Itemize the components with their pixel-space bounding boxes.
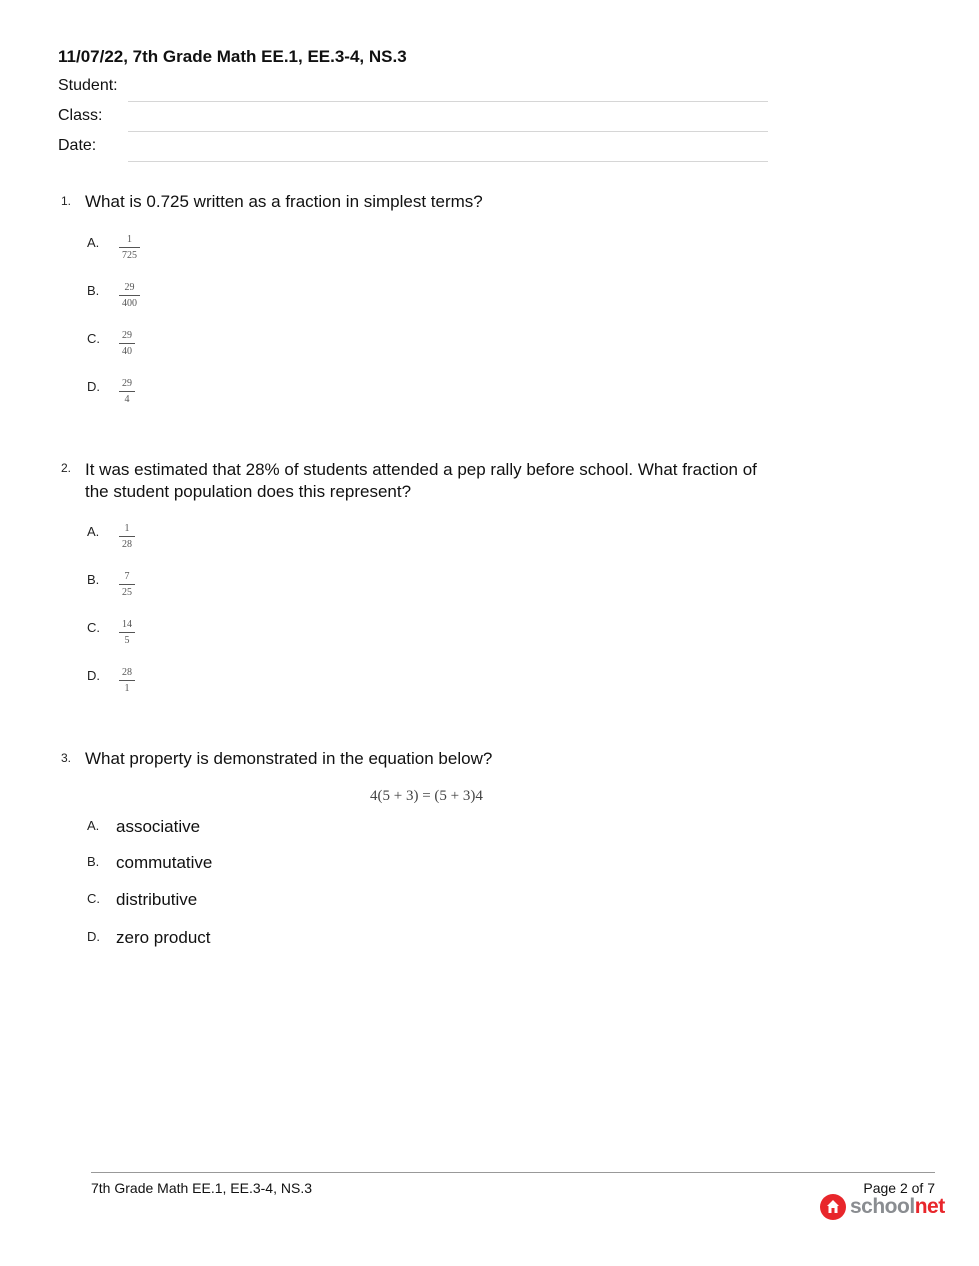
footer-title: 7th Grade Math EE.1, EE.3-4, NS.3 (91, 1180, 312, 1196)
page-number: Page 2 of 7 (863, 1180, 935, 1196)
question-number: 2. (61, 461, 72, 475)
option-text[interactable]: distributive (116, 890, 198, 909)
question-number: 1. (61, 194, 72, 208)
option-letter[interactable]: B. (87, 854, 100, 869)
fraction: 29 400 (119, 282, 140, 309)
option-letter[interactable]: C. (87, 620, 100, 635)
question-number: 3. (61, 751, 72, 765)
equation: 4(5 + 3) = (5 + 3)4 (370, 788, 483, 804)
option-letter[interactable]: A. (87, 524, 100, 539)
class-label: Class: (58, 107, 103, 124)
fraction: 1 725 (119, 234, 140, 261)
option-text[interactable]: associative (116, 817, 201, 836)
option-letter[interactable]: D. (87, 379, 100, 394)
student-field[interactable] (128, 101, 768, 102)
fraction: 28 1 (119, 667, 135, 694)
option-letter[interactable]: D. (87, 929, 100, 944)
date-field[interactable] (128, 161, 768, 162)
option-letter[interactable]: A. (87, 235, 100, 250)
question-text: It was estimated that 28% of students attended a pep rally before school. What fraction of the student population does this represent? (85, 460, 757, 501)
page-title: 11/07/22, 7th Grade Math EE.1, EE.3-4, NS.3 (58, 47, 407, 66)
fraction: 14 5 (119, 619, 135, 646)
question-text: What is 0.725 written as a fraction in simplest terms? (85, 192, 483, 211)
fraction: 7 25 (119, 571, 135, 598)
option-letter[interactable]: B. (87, 283, 100, 298)
option-letter[interactable]: D. (87, 668, 100, 683)
option-letter[interactable]: C. (87, 331, 100, 346)
question-text: What property is demonstrated in the equation below? (85, 749, 493, 768)
option-text[interactable]: commutative (116, 853, 213, 872)
house-icon (826, 1199, 840, 1214)
schoolnet-logo: schoolnet (820, 1194, 945, 1220)
student-label: Student: (58, 77, 118, 94)
fraction: 1 28 (119, 523, 135, 550)
fraction: 29 4 (119, 378, 135, 405)
fraction: 29 40 (119, 330, 135, 357)
option-letter[interactable]: B. (87, 572, 100, 587)
class-field[interactable] (128, 131, 768, 132)
option-text[interactable]: zero product (116, 928, 211, 947)
option-letter[interactable]: A. (87, 818, 100, 833)
option-letter[interactable]: C. (87, 891, 100, 906)
date-label: Date: (58, 137, 97, 154)
footer-divider (91, 1172, 935, 1173)
